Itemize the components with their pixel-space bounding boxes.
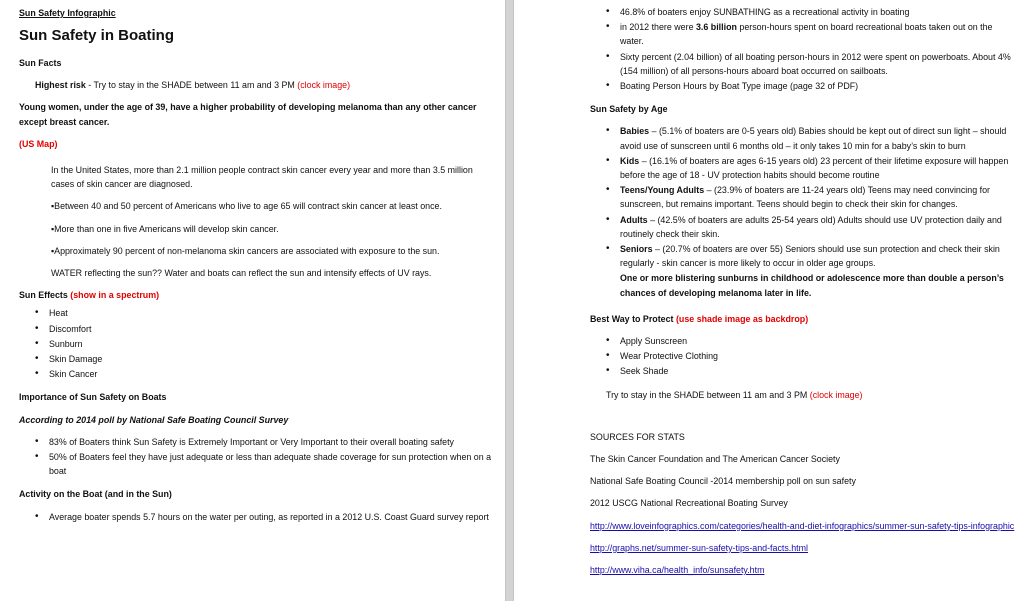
list-item [620, 242, 1016, 270]
list-item: • Seek Shade [620, 364, 1016, 378]
list-item: • Sunburn [49, 337, 495, 351]
list-item [620, 5, 1016, 19]
list-item: • Average boater spends 5.7 hours on the water per outing, as reported in a 2012 U.S. Coast Guard survey report [49, 510, 495, 524]
list-item: • Discomfort [49, 322, 495, 336]
heading-activity: Activity on the Boat (and in the Sun) [19, 489, 172, 500]
stat-text: in 2012 there were [620, 22, 696, 33]
stat-text: 46.8% of boaters enjoy SUNBATHING as a recreational activity in boating [620, 7, 910, 17]
sun-effects-label: Sun Effects [19, 290, 68, 301]
age-label: Babies [620, 126, 650, 137]
age-label: Teens/Young Adults [620, 185, 705, 196]
list-item [620, 20, 1016, 48]
poll-list [19, 435, 495, 479]
paragraph-40-50-percent: ▪Between 40 and 50 percent of Americans who live to age 65 will contract skin cancer at least once. [51, 201, 442, 212]
list-item [620, 213, 1016, 241]
list-item [620, 154, 1016, 182]
age-text: – (5.1% of boaters are 0-5 years old) Babies should be kept out of direct sun light – should avoid use of sunscreen until 6 months old – it only takes 10 min for a baby’s skin to burn [620, 126, 1007, 151]
highest-risk-label: Highest risk [35, 80, 86, 91]
list-item [620, 124, 1016, 152]
list-item: • Heat [49, 306, 495, 320]
age-list [590, 124, 1016, 270]
source-uscg-survey: 2012 USCG National Recreational Boating Survey [590, 498, 788, 509]
heading-sources: SOURCES FOR STATS [590, 431, 685, 442]
paragraph-water-reflection: WATER reflecting the sun?? Water and boats can reflect the sun and intensify effects of UV rays. [51, 268, 432, 279]
stat-bold: 3.6 billion [695, 22, 737, 33]
list-item: • 50% of Boaters feel they have just adequate or less than adequate shade coverage for sun protection when on a boat [49, 450, 495, 478]
activity-list [19, 510, 495, 524]
age-label: Seniors [620, 244, 653, 255]
paragraph-one-in-five: ▪More than one in five Americans will develop skin cancer. [51, 223, 279, 234]
heading-poll: According to 2014 poll by National Safe Boating Council Survey [19, 414, 289, 425]
sun-effects-list [19, 306, 495, 381]
clock-image-note-right: (clock image) [809, 389, 863, 400]
document-page-left [0, 0, 505, 601]
stat-text: Boating Person Hours by Boat Type image (page 32 of PDF) [620, 81, 859, 92]
link-loveinfographics[interactable]: http://www.loveinfographics.com/categories/health-and-diet-infographics/summer-sun-safety-tips-infographic [590, 520, 1015, 531]
list-item [620, 50, 1016, 78]
source-nsbc-poll: National Safe Boating Council -2014 membership poll on sun safety [590, 476, 856, 487]
us-map-note: (US Map) [19, 138, 58, 149]
heading-best-way-to-protect [590, 312, 1016, 326]
heading-sun-safety-by-age: Sun Safety by Age [590, 104, 668, 115]
list-item: • Skin Damage [49, 352, 495, 366]
list-item [620, 183, 1016, 211]
age-text: – (23.9% of boaters are 11-24 years old) Teens may need convincing for sunscreen, but remains important. Teens should begin to check their skin for changes. [620, 185, 990, 210]
stat-text: Sixty percent (2.04 billion) of all boating person-hours in 2012 were spent on powerboats. About 4% (154 million) of all persons-hours aboard boat occurred on sailboats. [620, 51, 1011, 76]
link-graphs-net[interactable]: http://graphs.net/summer-sun-safety-tips-and-facts.html [590, 542, 809, 553]
heading-sun-facts: Sun Facts [19, 58, 62, 68]
source-skin-cancer-foundation: The Skin Cancer Foundation and The American Cancer Society [590, 454, 840, 465]
protect-shade-text: Try to stay in the SHADE between 11 am and 3 PM [606, 389, 810, 400]
link-viha[interactable]: http://www.viha.ca/health_info/sunsafety.htm [590, 565, 765, 576]
age-label: Kids [620, 155, 640, 166]
heading-sun-effects [19, 288, 495, 302]
paragraph-skin-cancer-stats: In the United States, more than 2.1 million people contract skin cancer every year and more than 3.5 million cases of skin cancer are diagnosed. [51, 165, 473, 190]
protect-label: Best Way to Protect [590, 313, 674, 324]
list-item: • Wear Protective Clothing [620, 349, 1016, 363]
age-text: – (20.7% of boaters are over 55) Seniors should use sun protection and check their skin regularly - skin cancer is more likely to occur in older age groups. [620, 244, 1000, 269]
stats-list [590, 5, 1016, 93]
list-item: • Apply Sunscreen [620, 334, 1016, 348]
age-label: Adults [620, 214, 648, 225]
protect-list [590, 334, 1016, 379]
heading-importance: Importance of Sun Safety on Boats [19, 392, 167, 403]
page-gutter [505, 0, 514, 601]
list-item [620, 79, 1016, 93]
clock-image-note: (clock image) [297, 80, 351, 91]
doc-label: Sun Safety Infographic [19, 8, 116, 18]
age-text: – (16.1% of boaters are ages 6-15 years old) 23 percent of their lifetime exposure will happen before the age of 18 - UV protection habits should become routine [620, 155, 1009, 181]
stat-text-post: person-hours spent on board recreational boats taken out on the water. [620, 22, 993, 47]
melanoma-paragraph: Young women, under the age of 39, have a higher probability of developing melanoma than any other cancer except breast cancer. [19, 102, 477, 127]
sun-effects-note: (show in a spectrum) [67, 290, 160, 301]
list-item: • Skin Cancer [49, 367, 495, 381]
highest-risk-text: - Try to stay in the SHADE between 11 am and 3 PM [85, 80, 298, 91]
blistering-paragraph: One or more blistering sunburns in childhood or adolescence more than double a person’s chances of developing melanoma later in life. [620, 273, 1004, 298]
paragraph-90-percent: ▪Approximately 90 percent of non-melanoma skin cancers are associated with exposure to the sun. [51, 245, 440, 256]
list-item: • 83% of Boaters think Sun Safety is Extremely Important or Very Important to their overall boating safety [49, 435, 495, 449]
age-text: – (42.5% of boaters are adults 25-54 years old) Adults should use UV protection daily and routinely check their skin. [620, 214, 1002, 239]
document-page-right [514, 0, 1024, 601]
protect-shade-line [590, 388, 1016, 402]
highest-risk-line [19, 78, 495, 92]
protect-note: (use shade image as backdrop) [673, 313, 809, 324]
page-title: Sun Safety in Boating [19, 27, 175, 44]
